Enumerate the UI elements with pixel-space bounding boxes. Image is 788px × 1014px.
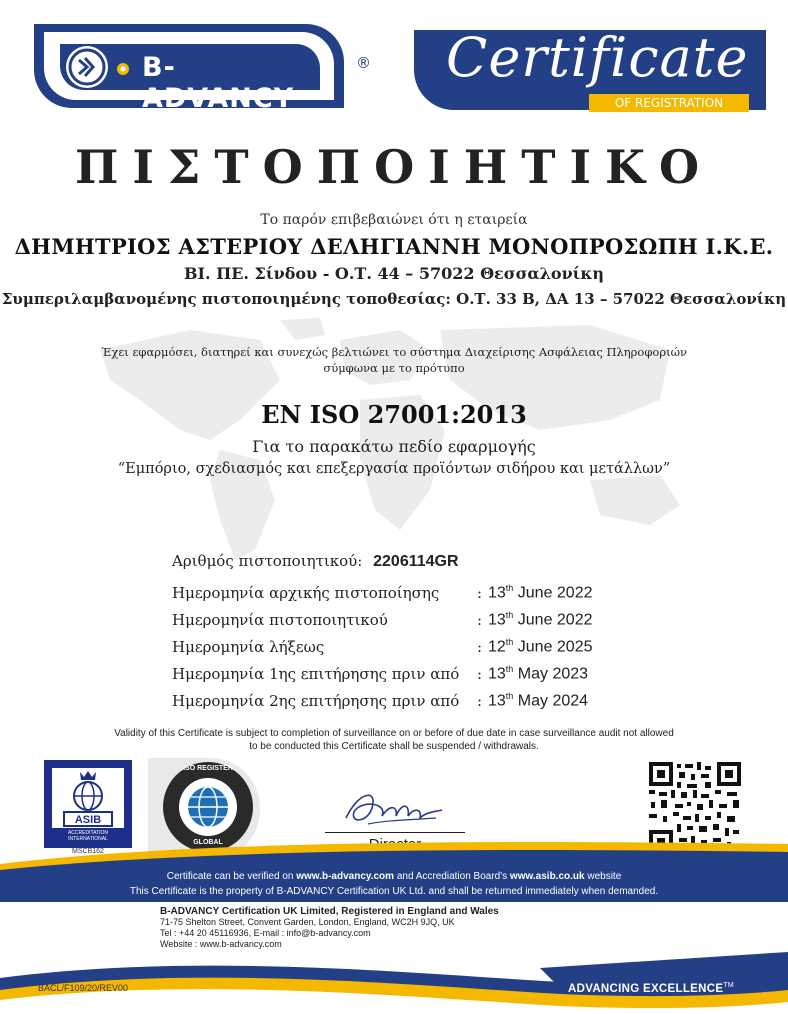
implementation-line-2: σύμφωνα με το πρότυπο <box>323 361 465 375</box>
date-value: 13th June 2022 <box>488 610 593 629</box>
seal-top-text: ISO REGISTER <box>183 765 233 772</box>
date-label: Ημερομηνία λήξεως <box>172 638 325 656</box>
footer-company-block <box>160 906 499 950</box>
date-value: 13th June 2022 <box>488 583 593 602</box>
included-location: Συμπεριλαμβανομένης πιστοποιημένης τοποθεσίας: Ο.Τ. 33 Β, ΔΑ 13 – 57022 Θεσσαλονίκη <box>1 290 787 308</box>
registered-mark: ® <box>356 54 371 72</box>
asib-text: ASIB <box>74 814 102 826</box>
asib-code: MSCB162 <box>72 848 104 855</box>
brand-name: B-ADVANCY <box>142 52 295 114</box>
banner-subtitle: OF REGISTRATION <box>589 94 749 112</box>
validity-line-1: Validity of this Certificate is subject to completion of surveillance on or before of due date in case surveillance audit not allowed <box>114 728 674 739</box>
date-label: Ημερομηνία 1ης επιτήρησης πριν από <box>172 665 460 683</box>
seal-bottom-text: GLOBAL <box>193 839 223 846</box>
date-colon: : <box>477 584 483 602</box>
logo-inner <box>60 44 320 114</box>
asib-badge <box>44 760 132 848</box>
company-name: ΔΗΜΗΤΡΙΟΣ ΑΣΤΕΡΙΟΥ ΔΕΛΗΓΙΑΝΝΗ ΜΟΝΟΠΡΟΣΩΠΗ Ι.Κ.Ε. <box>14 234 774 259</box>
verify-board-link[interactable]: www.asib.co.uk <box>509 871 585 882</box>
date-colon: : <box>477 692 483 710</box>
logo-icon <box>66 46 108 88</box>
footer-address: 71-75 Shelton Street, Convent Garden, London, England, WC2H 9JQ, UK <box>160 917 455 927</box>
implementation-line-1: Έχει εφαρμόσει, διατηρεί και συνεχώς βελτιώνει το σύστημα Διαχείρισης Ασφάλειας Πληροφοριών <box>101 345 687 359</box>
scope-label: Για το παρακάτω πεδίο εφαρμογής <box>252 437 536 456</box>
verification-note: Certificate can be verified on www.b-advancy.com and Accrediation Board's www.asib.co.uk website <box>166 871 622 882</box>
verify-site-link[interactable]: www.b-advancy.com <box>296 871 395 882</box>
date-colon: : <box>477 665 483 683</box>
globe-icon <box>52 768 124 828</box>
tagline: ADVANCING EXCELLENCE™ <box>568 982 735 995</box>
iso-register-seal <box>163 762 253 852</box>
date-colon: : <box>477 611 483 629</box>
asib-badge-inner <box>52 768 124 828</box>
footer-website: Website : www.b-advancy.com <box>160 939 282 949</box>
signature-image <box>338 782 448 832</box>
page-title: ΠΙΣΤΟΠΟΙΗΤΙΚΟ <box>74 140 714 194</box>
certificate-banner <box>414 26 766 110</box>
date-label: Ημερομηνία αρχικής πιστοποίησης <box>172 584 440 602</box>
intro-text: Το παρόν επιβεβαιώνει ότι η εταιρεία <box>260 212 528 228</box>
standard-name: EN ISO 27001:2013 <box>261 400 527 429</box>
company-address: ΒΙ. ΠΕ. Σίνδου - Ο.Τ. 44 – 57022 Θεσσαλονίκη <box>183 264 605 283</box>
certificate-number: 2206114GR <box>373 553 459 570</box>
date-colon: : <box>477 638 483 656</box>
logo-frame <box>44 32 334 114</box>
validity-note <box>0 727 788 753</box>
asib-subtitle: ACCREDITATION INTERNATIONAL <box>67 830 109 842</box>
signature-line <box>325 832 465 833</box>
form-reference: BACL/F109/20/REV00 <box>38 983 129 993</box>
date-value: 12th June 2025 <box>488 637 593 656</box>
banner-title: Certificate <box>446 26 749 89</box>
date-value: 13th May 2024 <box>488 691 589 710</box>
footer-contact: Tel : +44 20 45116936, E-mail : info@b-advancy.com <box>160 928 371 938</box>
certificate-number-label: Αριθμός πιστοποιητικού: <box>172 552 363 570</box>
certificate-number-row <box>172 552 459 571</box>
logo-dot-icon <box>116 62 130 76</box>
seal-center <box>179 778 237 836</box>
property-note: This Certificate is the property of B-ADVANCY Certification UK Ltd. and shall be returned immediately when demanded. <box>129 886 659 897</box>
globe-icon <box>179 778 237 836</box>
footer-company-name: B-ADVANCY Certification UK Limited, Registered in England and Wales <box>160 906 499 917</box>
date-label: Ημερομηνία πιστοποιητικού <box>172 611 388 629</box>
validity-line-2: to be conducted this Certificate shall be suspended / withdrawals. <box>249 741 539 752</box>
brand-logo <box>34 24 371 114</box>
date-value: 13th May 2023 <box>488 664 589 683</box>
date-label: Ημερομηνία 2ης επιτήρησης πριν από <box>172 692 460 710</box>
scope-description: “Εμπόριο, σχεδιασμός και επεξεργασία προϊόντων σιδήρου και μετάλλων” <box>117 461 671 477</box>
